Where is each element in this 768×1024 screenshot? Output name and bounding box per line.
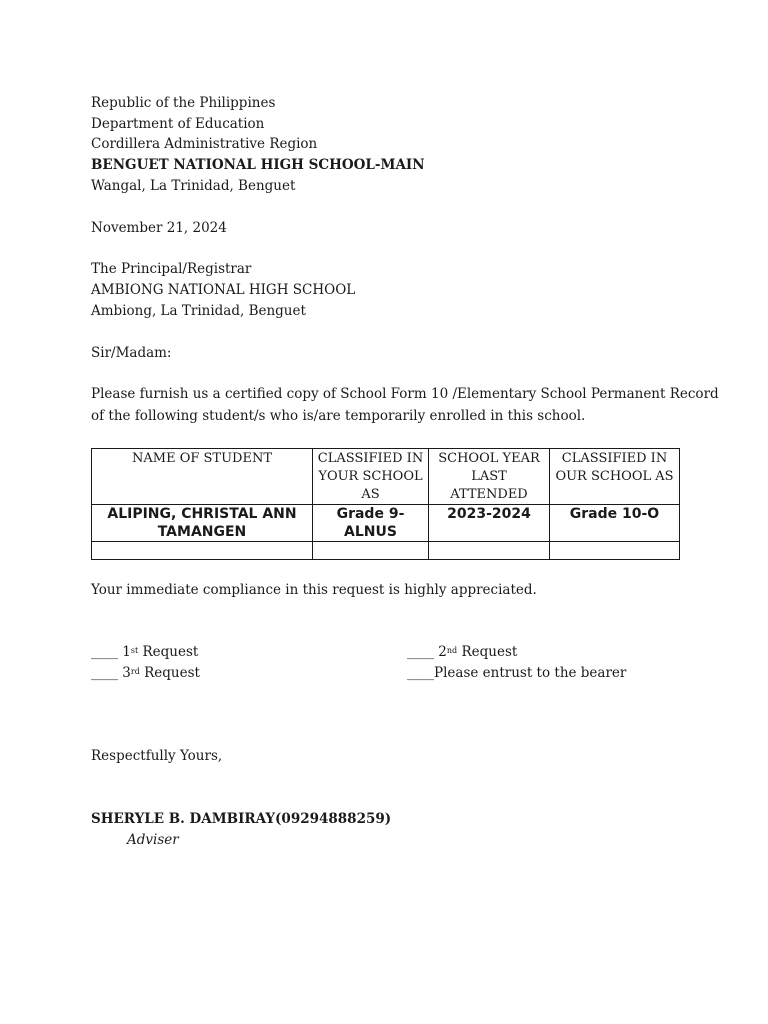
second-request-number: 2	[438, 644, 447, 660]
body-line-2: of the following student/s who is/are temporarily enrolled in this school.	[91, 408, 586, 424]
table-row	[92, 505, 680, 542]
second-request-label: Request	[457, 644, 518, 660]
table-row-empty	[92, 542, 680, 560]
classified-our-school-cell: Grade 10-O	[550, 505, 680, 542]
signatory-name: SHERYLE B. DAMBIRAY(09294888259)	[91, 811, 392, 827]
first-request-option	[91, 642, 198, 662]
letter-date: November 21, 2024	[91, 220, 227, 236]
header-classified-your-school: CLASSIFIED IN YOUR SCHOOL AS	[313, 449, 429, 505]
recipient-school: AMBIONG NATIONAL HIGH SCHOOL	[91, 282, 356, 298]
second-request-suffix: nd	[446, 646, 458, 655]
third-request-number: 3	[122, 665, 131, 681]
empty-cell	[429, 542, 550, 560]
first-request-label: Request	[138, 644, 199, 660]
empty-cell	[550, 542, 680, 560]
empty-cell	[92, 542, 313, 560]
blank-line: ____	[91, 644, 118, 660]
empty-cell	[313, 542, 429, 560]
second-request-option	[407, 642, 517, 662]
third-request-suffix: rd	[130, 667, 140, 676]
letterhead-country: Republic of the Philippines	[91, 95, 276, 111]
letterhead-region: Cordillera Administrative Region	[91, 136, 318, 152]
school-year-cell: 2023-2024	[429, 505, 550, 542]
signatory-position: Adviser	[127, 832, 179, 848]
recipient-title: The Principal/Registrar	[91, 261, 252, 277]
first-request-number: 1	[122, 644, 131, 660]
letterhead-address: Wangal, La Trinidad, Benguet	[91, 178, 296, 194]
student-request-table	[91, 448, 680, 560]
header-school-year: SCHOOL YEAR LAST ATTENDED	[429, 449, 550, 505]
first-request-suffix: st	[130, 646, 139, 655]
entrust-option: ____Please entrust to the bearer	[407, 665, 627, 681]
table-header-row	[92, 449, 680, 505]
closing: Respectfully Yours,	[91, 748, 223, 764]
third-request-label: Request	[139, 665, 200, 681]
blank-line: ____	[91, 665, 118, 681]
student-name-cell: ALIPING, CHRISTAL ANN TAMANGEN	[92, 505, 313, 542]
blank-line: ____	[407, 644, 434, 660]
compliance-statement: Your immediate compliance in this request is highly appreciated.	[91, 582, 537, 598]
letterhead-department: Department of Education	[91, 116, 265, 132]
header-classified-our-school: CLASSIFIED IN OUR SCHOOL AS	[550, 449, 680, 505]
body-line-1: Please furnish us a certified copy of School Form 10 /Elementary School Permanent Record	[91, 386, 719, 402]
salutation: Sir/Madam:	[91, 345, 172, 361]
third-request-option	[91, 663, 200, 683]
recipient-address: Ambiong, La Trinidad, Benguet	[91, 303, 306, 319]
letterhead-school: BENGUET NATIONAL HIGH SCHOOL-MAIN	[91, 157, 425, 173]
classified-your-school-cell: Grade 9- ALNUS	[313, 505, 429, 542]
header-name-of-student: NAME OF STUDENT	[92, 449, 313, 505]
